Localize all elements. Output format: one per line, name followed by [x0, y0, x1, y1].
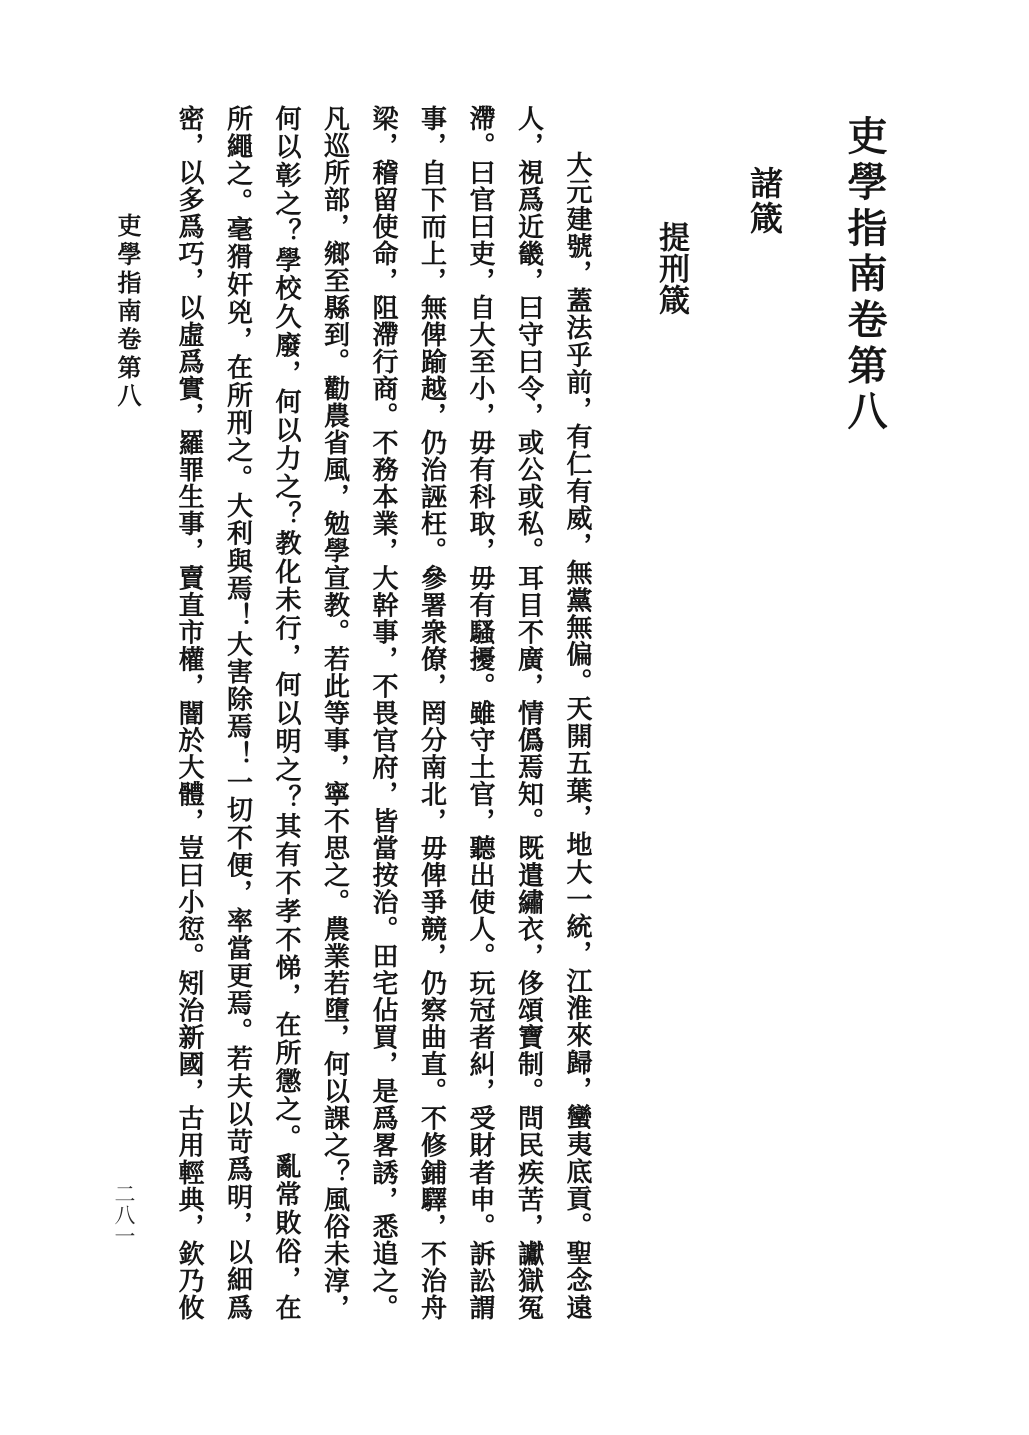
body-column: 梁，稽留使命，阻滯行商。不務本業，大幹事，不畏官府，皆當按治。田宅佔買，是爲畧誘，悉追之。: [368, 105, 398, 1320]
book-title: 吏學指南卷第八: [841, 115, 888, 431]
subsection-heading-tixingzhen: 提刑箴: [653, 221, 689, 315]
body-column: 何以彰之？學校久廢，何以力之？教化未行，何以明之？其有不孝不悌，在所懲之。亂常敗俗，在: [271, 105, 301, 1320]
body-column: 大元建號，蓋法乎前，有仁有威，無黨無偏。天開五葉，地大一統，江淮來歸，蠻夷底貢。聖念遠: [562, 151, 592, 1320]
section-heading-zhuzhen: 諸箴: [745, 166, 784, 234]
body-text-block: [164, 105, 601, 1320]
running-title: 吏學指南卷第八: [113, 213, 142, 407]
body-column: 所繩之。毫猾奸兇，在所刑之。大利與焉！大害除焉！一切不便，率當更焉。若夫以苛爲明，以細爲: [222, 105, 253, 1320]
body-column: 人，視爲近畿，曰守曰令，或公或私。耳目不廣，情僞焉知。既遣繡衣，侈頌寶制。問民疾苦，讞獄冤: [513, 105, 544, 1320]
page-number: 二八一: [112, 1183, 136, 1246]
body-column: 滯。曰官曰吏，自大至小，毋有科取，毋有騷擾。雖守土官，聽出使人。玩冠者糾，受財者申。訴訟謂: [465, 105, 495, 1320]
body-column: 凡巡所部，鄉至縣到。勸農省風，勉學宣教。若此等事，寧不思之。農業若墮，何以課之？風俗未淳，: [319, 105, 350, 1320]
body-column: 事，自下而上，無俾踰越，仍治誣枉。參署衆僚，罔分南北，毋俾爭競，仍察曲直。不修鋪驛，不治舟: [416, 105, 447, 1320]
body-column: 密，以多爲巧，以虛爲實，羅罪生事，賣直市權，闇於大體，豈曰小愆。矧治新國，古用輕典，欽乃攸: [174, 105, 204, 1320]
